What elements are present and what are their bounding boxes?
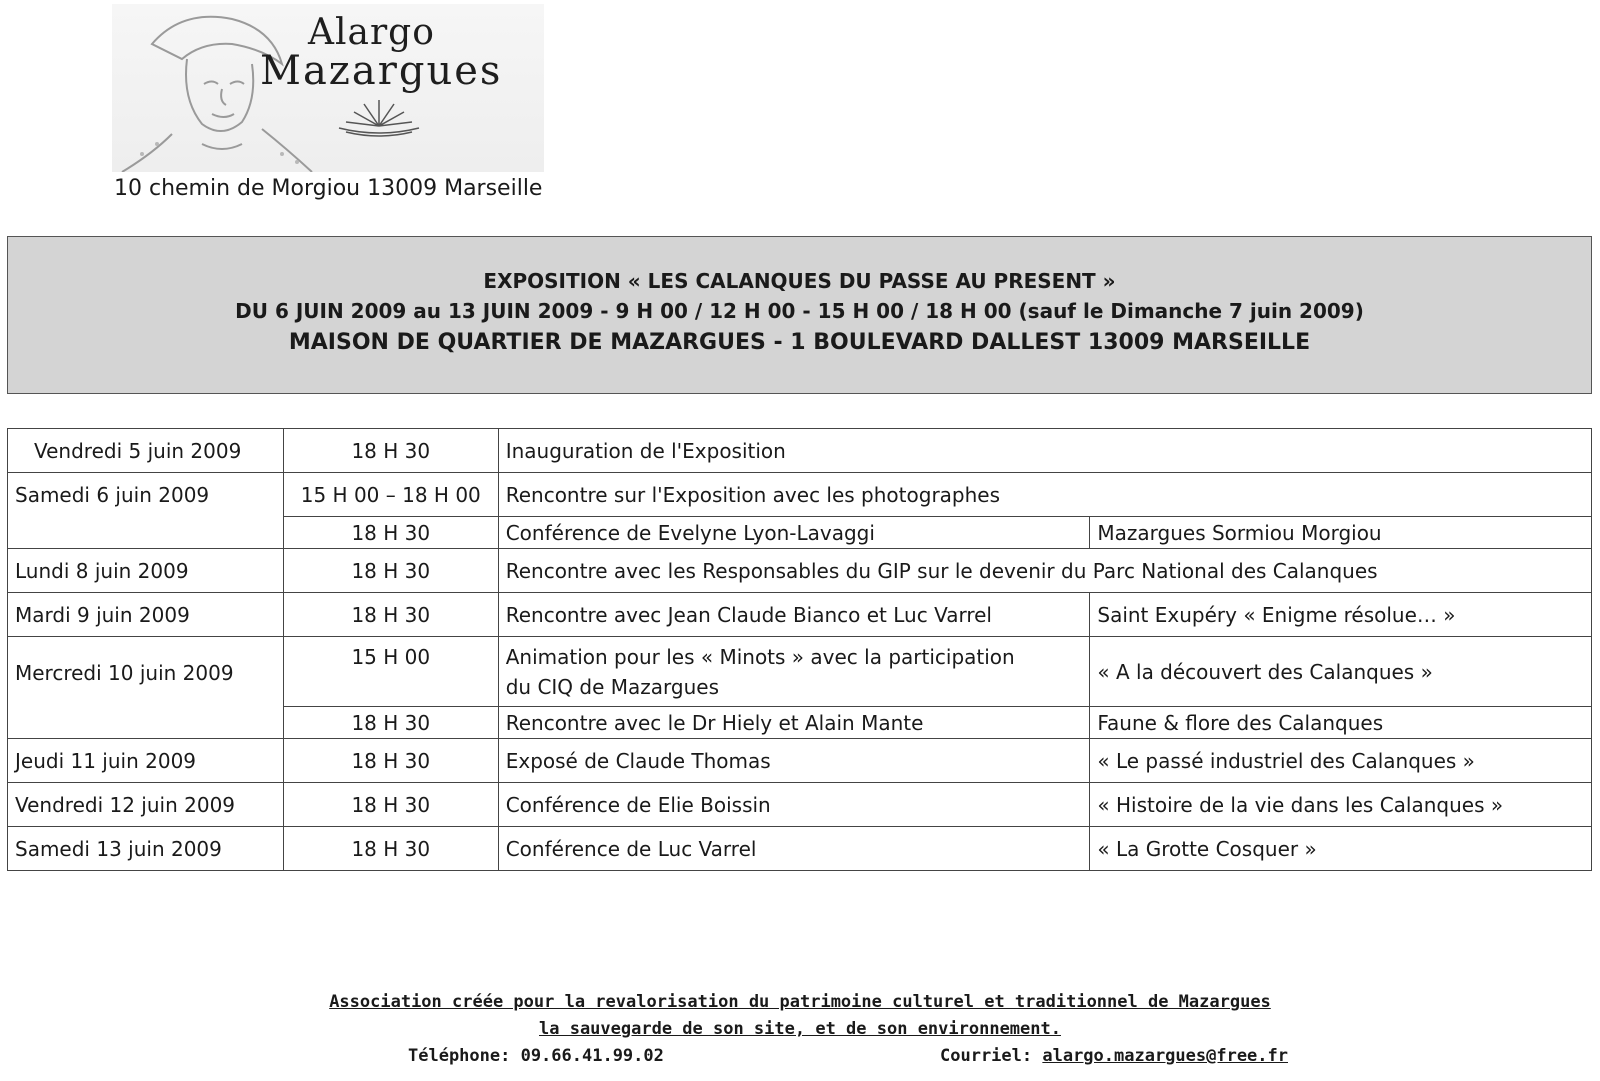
theme-cell: « Histoire de la vie dans les Calanques » (1090, 783, 1592, 827)
theme-cell: « A la découvert des Calanques » (1090, 637, 1592, 707)
email-contact (940, 1046, 1288, 1066)
event-cell: Inauguration de l'Exposition (498, 429, 1591, 473)
time-cell: 18 H 30 (283, 593, 498, 637)
theme-cell: « Le passé industriel des Calanques » (1090, 739, 1592, 783)
event-cell: Rencontre avec Jean Claude Bianco et Luc Varrel (498, 593, 1090, 637)
logo-text-mazargues: Mazargues (260, 48, 503, 94)
banner-dates: DU 6 JUIN 2009 au 13 JUIN 2009 - 9 H 00 / 12 H 00 - 15 H 00 / 18 H 00 (sauf le Dimanche 7 juin 2009) (235, 299, 1364, 323)
association-description: Association créée pour la revalorisation du patrimoine culturel et traditionnel de Mazargues (329, 992, 1271, 1012)
event-cell: Exposé de Claude Thomas (498, 739, 1090, 783)
day-cell: Samedi 13 juin 2009 (8, 827, 284, 871)
event-cell: Conférence de Elie Boissin (498, 783, 1090, 827)
time-cell: 18 H 30 (283, 549, 498, 593)
table-row (8, 827, 1592, 871)
time-cell: 18 H 30 (283, 517, 498, 549)
event-cell: Rencontre avec les Responsables du GIP sur le devenir du Parc National des Calanques (498, 549, 1591, 593)
table-row (8, 637, 1592, 707)
logo (112, 4, 544, 172)
table-row (8, 593, 1592, 637)
theme-cell: « La Grotte Cosquer » (1090, 827, 1592, 871)
event-cell (498, 637, 1090, 707)
banner-location: MAISON DE QUARTIER DE MAZARGUES - 1 BOULEVARD DALLEST 13009 MARSEILLE (288, 330, 1311, 355)
phone-number: Téléphone: 09.66.41.99.02 (408, 1046, 664, 1066)
event-cell: Rencontre avec le Dr Hiely et Alain Mante (498, 707, 1090, 739)
exhibition-banner (7, 236, 1592, 394)
theme-cell: Saint Exupéry « Enigme résolue… » (1090, 593, 1592, 637)
sun-rays-icon (334, 96, 424, 138)
theme-cell: Mazargues Sormiou Morgiou (1090, 517, 1592, 549)
event-cell: Conférence de Luc Varrel (498, 827, 1090, 871)
day-cell: Vendredi 5 juin 2009 (8, 429, 284, 473)
address: 10 chemin de Morgiou 13009 Marseille (114, 176, 543, 201)
logo-text-alargo: Alargo (308, 12, 435, 53)
day-cell: Samedi 6 juin 2009 (8, 473, 284, 549)
day-cell: Mardi 9 juin 2009 (8, 593, 284, 637)
event-cell: Rencontre sur l'Exposition avec les photographes (498, 473, 1591, 517)
time-cell: 18 H 30 (283, 783, 498, 827)
time-cell: 18 H 30 (283, 739, 498, 783)
table-row (8, 783, 1592, 827)
email-link[interactable]: alargo.mazargues@free.fr (1042, 1046, 1288, 1066)
table-row (8, 549, 1592, 593)
event-line: Animation pour les « Minots » avec la participation (505, 644, 1015, 669)
event-cell: Conférence de Evelyne Lyon-Lavaggi (498, 517, 1090, 549)
event-line: du CIQ de Mazargues (505, 674, 719, 699)
time-cell: 18 H 30 (283, 707, 498, 739)
table-row (8, 473, 1592, 517)
theme-cell: Faune & flore des Calanques (1090, 707, 1592, 739)
day-cell: Mercredi 10 juin 2009 (8, 637, 284, 739)
day-cell: Jeudi 11 juin 2009 (8, 739, 284, 783)
email-label: Courriel: (940, 1046, 1043, 1066)
banner-title: EXPOSITION « LES CALANQUES DU PASSE AU PRESENT » (483, 269, 1116, 293)
time-cell: 18 H 30 (283, 827, 498, 871)
table-row (8, 429, 1592, 473)
day-cell: Vendredi 12 juin 2009 (8, 783, 284, 827)
table-row (8, 739, 1592, 783)
time-cell: 15 H 00 (283, 637, 498, 707)
schedule-table (7, 428, 1592, 871)
day-cell: Lundi 8 juin 2009 (8, 549, 284, 593)
time-cell: 15 H 00 – 18 H 00 (283, 473, 498, 517)
time-cell: 18 H 30 (283, 429, 498, 473)
association-mission: la sauvegarde de son site, et de son environnement. (539, 1019, 1061, 1039)
